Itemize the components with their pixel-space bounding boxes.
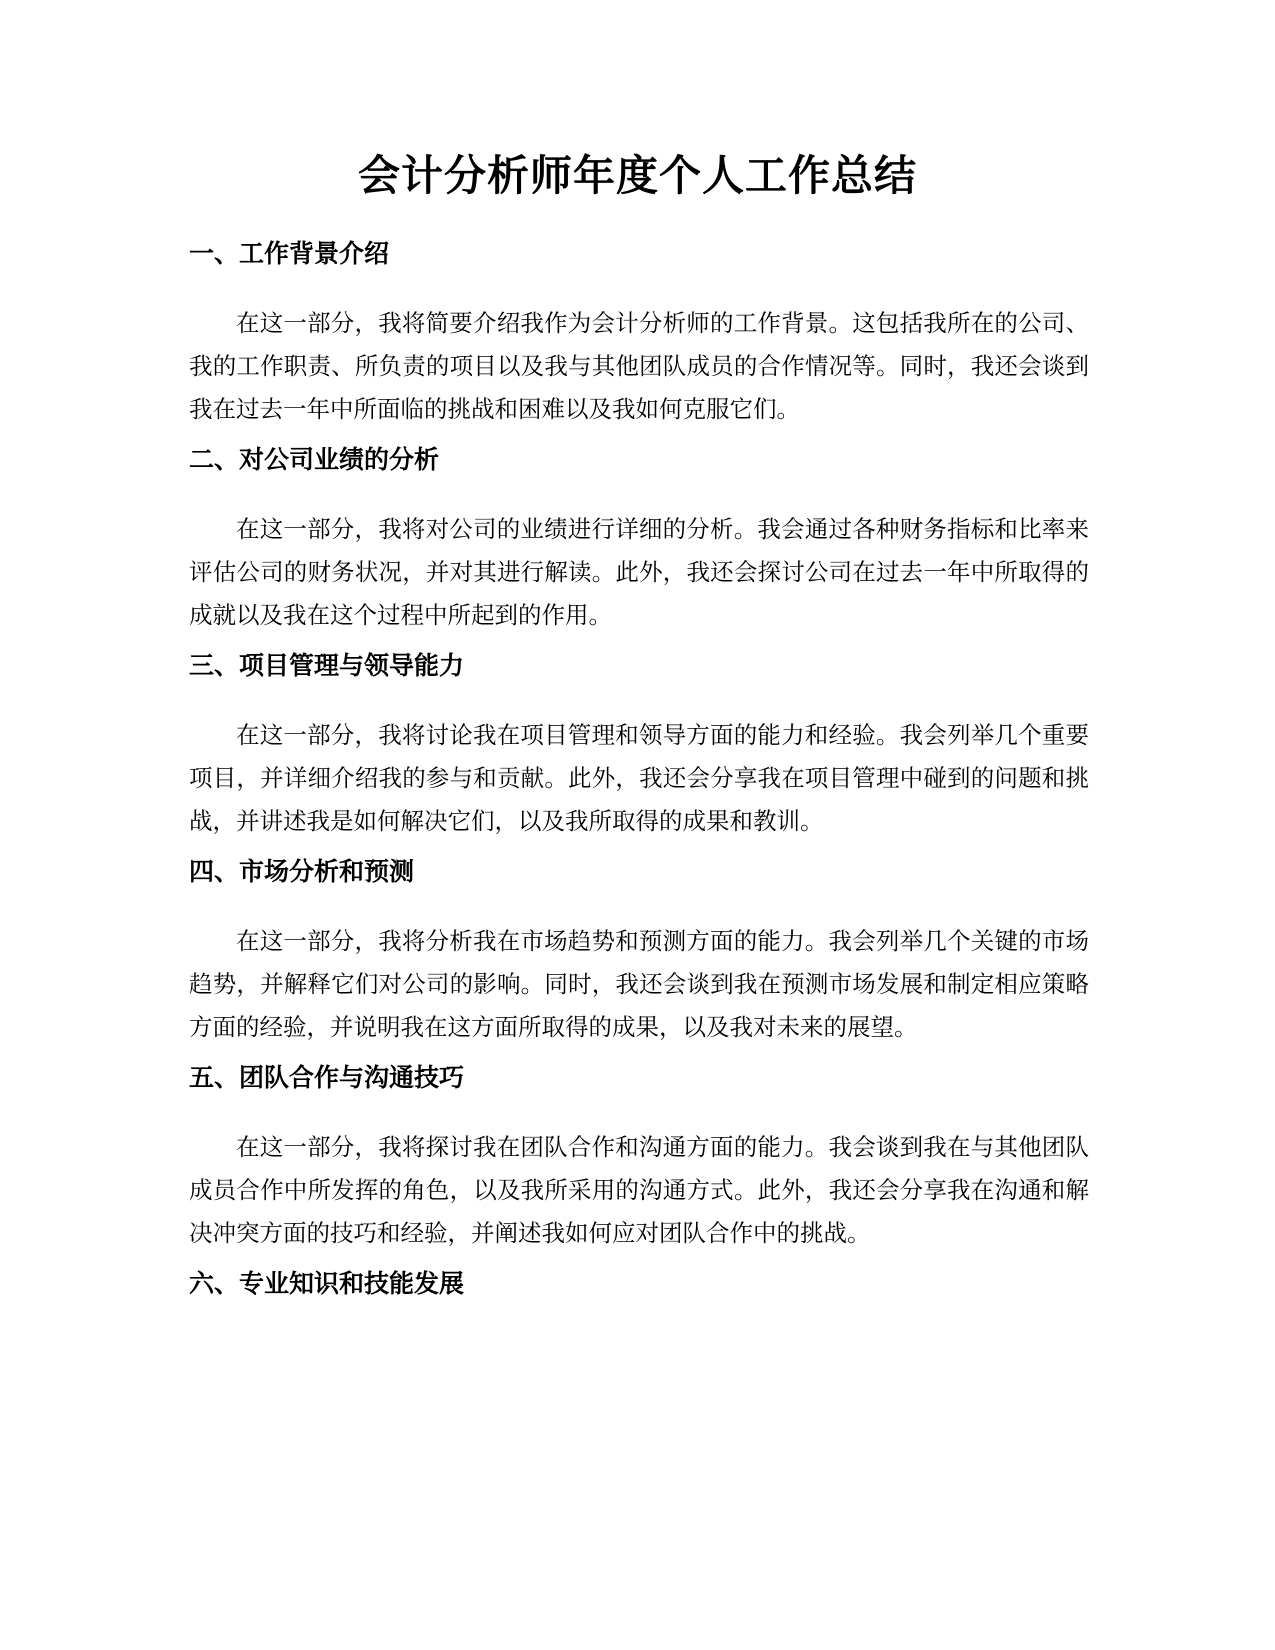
section-paragraph: 在这一部分，我将讨论我在项目管理和领导方面的能力和经验。我会列举几个重要项目，并详细介绍我的参与和贡献。此外，我还会分享我在项目管理中碰到的问题和挑战，并讲述我是如何解决它们，以及我所取得的成果和教训。 — [189, 721, 1089, 835]
section-work-background — [189, 236, 1089, 431]
section-paragraph: 在这一部分，我将简要介绍我作为会计分析师的工作背景。这包括我所在的公司、我的工作职责、所负责的项目以及我与其他团队成员的合作情况等。同时，我还会谈到我在过去一年中所面临的挑战和困难以及我如何克服它们。 — [189, 309, 1089, 423]
section-market-analysis — [189, 854, 1089, 1049]
section-heading: 六、专业知识和技能发展 — [189, 1269, 465, 1298]
section-heading: 一、工作背景介绍 — [189, 239, 390, 268]
section-heading: 三、项目管理与领导能力 — [189, 651, 465, 680]
section-paragraph: 在这一部分，我将分析我在市场趋势和预测方面的能力。我会列举几个关键的市场趋势，并解释它们对公司的影响。同时，我还会谈到我在预测市场发展和制定相应策略方面的经验，并说明我在这方面所取得的成果，以及我对未来的展望。 — [189, 927, 1089, 1041]
section-heading: 五、团队合作与沟通技巧 — [189, 1063, 465, 1092]
document-title: 会计分析师年度个人工作总结 — [357, 151, 917, 200]
section-paragraph: 在这一部分，我将对公司的业绩进行详细的分析。我会通过各种财务指标和比率来评估公司的财务状况，并对其进行解读。此外，我还会探讨公司在过去一年中所取得的成就以及我在这个过程中所起到的作用。 — [189, 515, 1089, 629]
section-performance-analysis — [189, 442, 1089, 637]
section-teamwork-communication — [189, 1060, 1089, 1255]
section-project-leadership — [189, 648, 1089, 843]
section-professional-development — [189, 1266, 1089, 1302]
section-heading: 四、市场分析和预测 — [189, 857, 415, 886]
section-heading: 二、对公司业绩的分析 — [189, 445, 440, 474]
section-paragraph: 在这一部分，我将探讨我在团队合作和沟通方面的能力。我会谈到我在与其他团队成员合作中所发挥的角色，以及我所采用的沟通方式。此外，我还会分享我在沟通和解决冲突方面的技巧和经验，并阐述我如何应对团队合作中的挑战。 — [189, 1133, 1089, 1247]
